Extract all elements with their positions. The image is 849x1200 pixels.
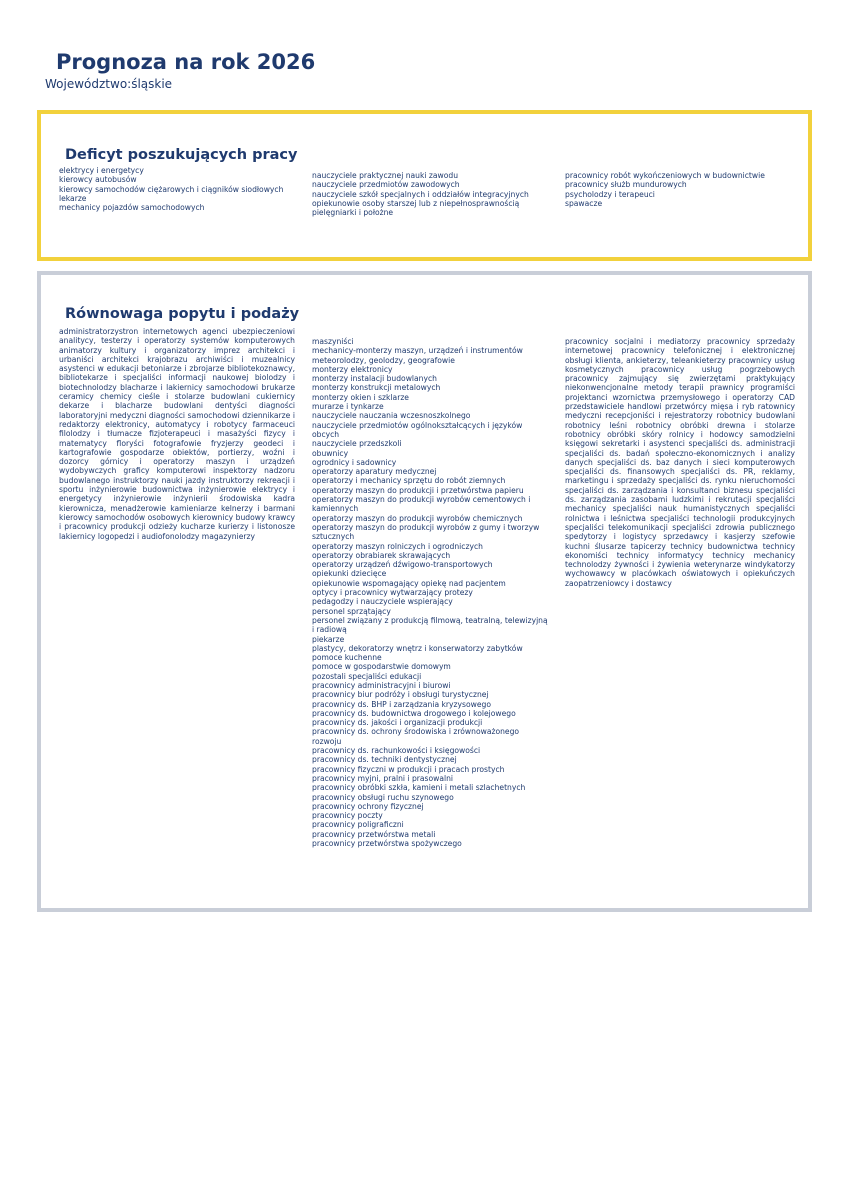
list-item: meteorolodzy, geolodzy, geografowie (312, 355, 455, 365)
list-item: mechanicy-monterzy maszyn, urządzeń i instrumentów (312, 346, 523, 356)
list-item: monterzy okien i szklarze (312, 392, 409, 402)
list-item: plastycy, dekoratorzy wnętrz i konserwatorzy zabytków (312, 643, 523, 653)
list-item: kierowcy samochodów ciężarowych i ciągników siodłowych (59, 184, 284, 194)
list-item: pracownicy przetwórstwa spożywczego (312, 839, 462, 849)
list-item: pracownicy administracyjni i biurowi (312, 680, 451, 690)
list-item: operatorzy maszyn do produkcji wyrobów cementowych i kamiennych (312, 495, 531, 514)
list-item: nauczyciele szkół specjalnych i oddziałów integracyjnych (312, 189, 529, 199)
list-item: ogrodnicy i sadownicy (312, 457, 397, 467)
list-item: monterzy instalacji budowlanych (312, 374, 437, 384)
list-item: operatorzy maszyn do produkcji wyrobów chemicznych (312, 513, 523, 523)
list-item: operatorzy urządzeń dźwigowo-transportowych (312, 560, 493, 570)
list-item: pracownicy obróbki szkła, kamieni i metali szlachetnych (312, 783, 526, 793)
list-item: pracownicy poligraficzni (312, 820, 404, 830)
deficit-column-1 (59, 166, 295, 212)
balance-heading: Równowaga popytu i podaży (65, 306, 300, 322)
list-item: pracownicy myjni, pralni i prasowalni (312, 773, 454, 783)
list-item: pracownicy fizyczni w produkcji i pracach prostych (312, 764, 505, 774)
list-item: maszyniści (312, 337, 354, 346)
list-item: nauczyciele przedszkoli (312, 439, 402, 449)
list-item: mechanicy pojazdów samochodowych (59, 203, 205, 213)
list-item: personel sprzątający (312, 606, 391, 616)
deficit-section (37, 110, 812, 261)
list-item: pracownicy robót wykończeniowych w budownictwie (565, 171, 765, 180)
list-item: pielęgniarki i położne (312, 208, 394, 218)
list-item: pozostali specjaliści edukacji (312, 671, 422, 681)
list-item: pracownicy ds. ochrony środowiska i zrównoważonego rozwoju (312, 727, 520, 746)
balance-column-1: administratorzystron internetowych agenci ubezpieczeniowi analitycy, testerzy i operatorzy systemów komputerowych animatorzy kultury i organizatorzy imprez architekci i urbaniści architekci krajobrazu archiwiści i muzealnicy asystenci w edukacji betoniarze i zbrojarze bibliotekoznawcy, bibliotekarze i specjaliści informacji naukowej biolodzy i biotechnolodzy blacharze i lakiernicy samochodowi brukarze ceramicy chemicy cieśle i stolarze budowlani cukiernicy dekarze i blacharze budowlani dentyści diagności laboratoryjni medyczni diagności samochodowi dziennikarze i redaktorzy elektronicy, automatycy i robotycy farmaceuci filolodzy i tłumacze fizjoterapeuci i masażyści fizycy i matematycy floryści fotografowie fryzjerzy geodeci i kartografowie gospodarze obiektów, portierzy, woźni i dozorcy górnicy i operatorzy maszyn i urządzeń wydobywczych graficy komputerowi inspektorzy nadzoru budowlanego instruktorzy nauki jazdy instruktorzy rekreacji i sportu inżynierowie budownictwa inżynierowie elektrycy i energetycy inżynierowie inżynierii środowiska kadra kierownicza, menadżerowie kamieniarze kelnerzy i barmani kierowcy samochodów osobowych kierownicy budowy krawcy i pracownicy produkcji odzieży kucharze kurierzy i listonosze lakiernicy logopedzi i audiofonolodzy magazynierzy (59, 327, 295, 541)
list-item: elektrycy i energetycy (59, 166, 144, 175)
list-item: opiekunowie osoby starszej lub z niepełnosprawnością (312, 198, 520, 208)
balance-column-2 (312, 337, 550, 848)
list-item: pracownicy przetwórstwa metali (312, 829, 436, 839)
list-item: psycholodzy i terapeuci (565, 189, 655, 199)
list-item: monterzy konstrukcji metalowych (312, 383, 441, 393)
list-item: operatorzy aparatury medycznej (312, 467, 437, 477)
list-item: pracownicy służb mundurowych (565, 180, 687, 190)
deficit-column-2 (312, 171, 550, 217)
list-item: personel związany z produkcją filmową, teatralną, telewizyjną i radiową (312, 615, 548, 635)
list-item: obuwnicy (312, 448, 349, 458)
list-item: spawacze (565, 198, 603, 208)
list-item: pracownicy obsługi ruchu szynowego (312, 792, 454, 802)
list-item: pomoce w gospodarstwie domowym (312, 662, 451, 672)
list-item: optycy i pracownicy wytwarzający protezy (312, 588, 473, 598)
list-item: murarze i tynkarze (312, 402, 384, 412)
page-title: Prognoza na rok 2026 (56, 50, 316, 74)
list-item: operatorzy maszyn do produkcji wyrobów z gumy i tworzyw sztucznych (312, 522, 540, 542)
list-item: nauczyciele przedmiotów zawodowych (312, 180, 460, 190)
region-label: Województwo:śląskie (45, 77, 173, 91)
list-item: lekarze (59, 193, 87, 203)
list-item: pedagodzy i nauczyciele wspierający (312, 597, 453, 607)
list-item: pracownicy ds. techniki dentystycznej (312, 755, 457, 765)
balance-column-3: pracownicy socjalni i mediatorzy pracownicy sprzedaży internetowej pracownicy telefonicznej i elektronicznej obsługi klienta, ankieterzy, teleankieterzy pracownicy usług kosmetycznych pracownicy usług pogrzebowych pracownicy zajmujący się zwierzętami praktykujący niekonwencjonalne metody terapii prawnicy programiści projektanci wzornictwa przemysłowego i operatorzy CAD przedstawiciele handlowi przetwórcy mięsa i ryb ratownicy medyczni recepcjoniści i rejestratorzy robotnicy budowlani robotnicy leśni robotnicy obróbki drewna i stolarze robotnicy obróbki skóry rolnicy i hodowcy samodzielni księgowi sekretarki i asystenci specjaliści ds. administracji specjaliści ds. badań społeczno-ekonomicznych i analizy danych specjaliści ds. baz danych i sieci komputerowych specjaliści ds. finansowych specjaliści ds. PR, reklamy, marketingu i sprzedaży specjaliści ds. rynku nieruchomości specjaliści ds. zarządzania i konsultanci biznesu specjaliści ds. zarządzania zasobami ludzkimi i rekrutacji specjaliści mechanicy specjaliści nauk humanistycznych specjaliści rolnictwa i leśnictwa specjaliści technologii produkcyjnych specjaliści telekomunikacji specjaliści zdrowia publicznego spedytorzy i logistycy sprzedawcy i kasjerzy szefowie kuchni ślusarze tapicerzy technicy budownictwa technicy ekonomiści technicy informatycy technicy mechanicy technolodzy żywności i żywienia weterynarze windykatorzy wychowawcy w placówkach oświatowych i opiekuńczych zaopatrzeniowcy i dostawcy (565, 337, 795, 588)
list-item: nauczyciele nauczania wczesnoszkolnego (312, 411, 471, 421)
list-item: operatorzy obrabiarek skrawających (312, 550, 451, 560)
list-item: kierowcy autobusów (59, 175, 137, 185)
list-item: opiekunki dziecięce (312, 569, 387, 579)
list-item: nauczyciele przedmiotów ogólnokształcących i języków obcych (312, 420, 523, 439)
list-item: operatorzy i mechanicy sprzętu do robót ziemnych (312, 476, 506, 486)
list-item: pomoce kuchenne (312, 653, 382, 663)
list-item: pracownicy ds. rachunkowości i księgowości (312, 746, 481, 756)
list-item: nauczyciele praktycznej nauki zawodu (312, 171, 459, 180)
list-item: monterzy elektronicy (312, 364, 393, 374)
deficit-heading: Deficyt poszukujących pracy (65, 147, 298, 163)
list-item: pracownicy ds. jakości i organizacji produkcji (312, 718, 483, 728)
list-item: pracownicy biur podróży i obsługi turystycznej (312, 690, 489, 700)
list-item: pracownicy poczty (312, 811, 383, 821)
list-item: operatorzy maszyn rolniczych i ogrodniczych (312, 541, 483, 551)
list-item: pracownicy ochrony fizycznej (312, 801, 424, 811)
list-item: pracownicy ds. budownictwa drogowego i kolejowego (312, 708, 516, 718)
deficit-column-3 (565, 171, 795, 208)
list-item: piekarze (312, 634, 345, 644)
list-item: operatorzy maszyn do produkcji i przetwórstwa papieru (312, 485, 524, 495)
balance-section (37, 271, 812, 912)
list-item: opiekunowie wspomagający opiekę nad pacjentem (312, 578, 506, 588)
list-item: pracownicy ds. BHP i zarządzania kryzysowego (312, 699, 491, 709)
